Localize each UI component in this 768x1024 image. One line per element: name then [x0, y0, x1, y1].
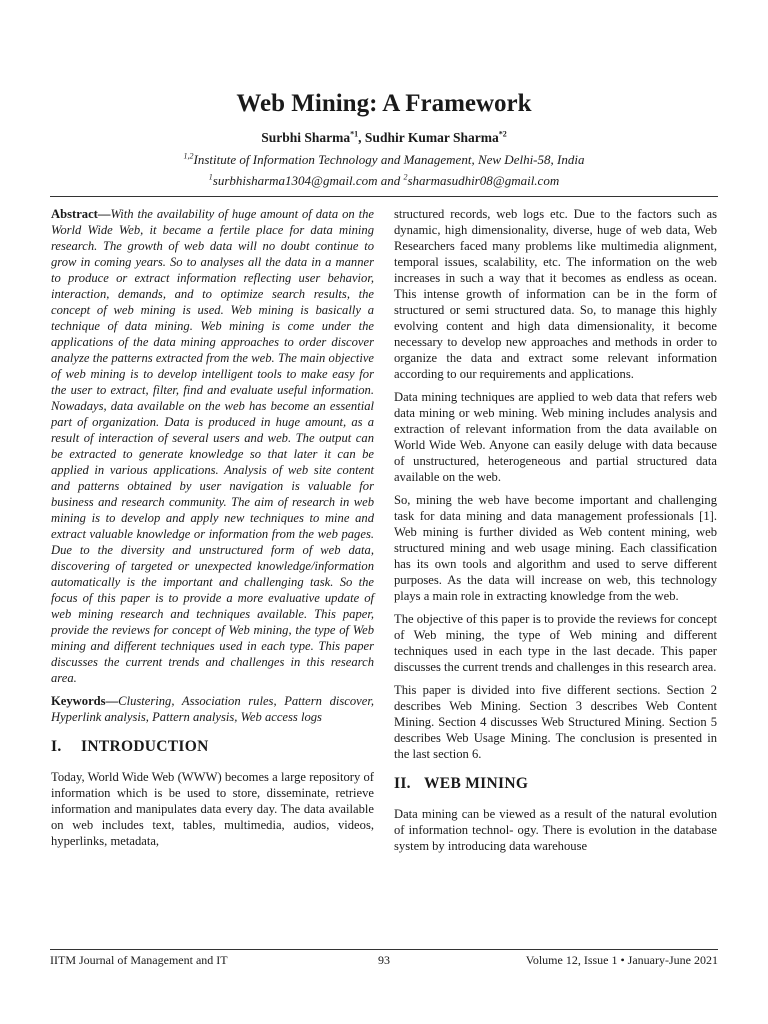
keywords-text: Clustering, Association rules, Pattern discover, Hyperlink analysis, Pattern analysis, Web access logs [51, 694, 374, 724]
section-number: I. [51, 738, 62, 755]
section-heading-introduction [51, 739, 374, 755]
paragraph: Data mining techniques are applied to web data that refers web data mining or web mining. Web mining includes analysis and extraction of relevant information from the data available on World Wide Web. Anyone can easily deluge with data because of unstructured, heterogeneous and partial structured data available on the web. [394, 390, 717, 484]
email-link[interactable]: sharmasudhir08@gmail.com [407, 173, 560, 188]
section-title: WEB MINING [424, 775, 529, 792]
page-footer [50, 953, 718, 969]
author-superscript: *2 [498, 129, 507, 139]
section-title: INTRODUCTION [81, 738, 209, 755]
paragraph: The objective of this paper is to provide the reviews for concept of Web mining, the type of Web mining and different techniques used in each type in the last decade. This paper discusses the current trends and challenges in this research area. [394, 612, 717, 674]
affiliation-text: Institute of Information Technology and Management, New Delhi-58, India [193, 152, 585, 167]
email-link[interactable]: surbhisharma1304@gmail.com [212, 173, 378, 188]
header-divider [50, 196, 718, 197]
paragraph: structured records, web logs etc. Due to the factors such as dynamic, high dimensionality, diverse, huge of web data, Web Researchers faced many problems like multimedia alignment, temporal issues, scalability, etc. The information on the web increases in such a way that it becomes as endless as ocean. This intense growth of information can be in the form of structured or semi structured data. So, to manage this highly evolving content and high data dimensionality, it become necessary to develop new approaches and methods in order to organize the data and extract some relevant information according to our requirements and applications. [394, 207, 717, 381]
email-superscript: 2 [403, 172, 408, 182]
section-heading-web-mining [394, 776, 717, 792]
paragraph: So, mining the web have become important and challenging task for data mining and data management professionals [1]. Web mining is further divided as Web content mining, web structured mining and web usage mining. Each classification has its own tools and algorithm and used to serve different purposes. As the data will increase on web, this technology plays a main role in extracting knowledge from the web. [394, 493, 717, 603]
author-line [0, 130, 768, 146]
abstract-label: Abstract— [51, 207, 111, 221]
email-line [0, 173, 768, 189]
footer-divider [50, 949, 718, 950]
footer-journal: IITM Journal of Management and IT [50, 953, 228, 967]
left-column [51, 206, 374, 856]
author-separator: , [358, 130, 365, 145]
right-column [394, 206, 717, 861]
footer-volume: Volume 12, Issue 1 • January-June 2021 [525, 953, 718, 967]
paragraph: Today, World Wide Web (WWW) becomes a large repository of information which is be used to store, disseminate, retrieve information and manipulates data every day. The data available on web includes text, tables, multimedia, audios, videos, hyperlinks, metadata, [51, 770, 374, 848]
affiliation [0, 152, 768, 168]
keywords-label: Keywords— [51, 694, 119, 708]
email-separator: and [377, 173, 404, 188]
section-number: II. [394, 775, 411, 792]
paper-title: Web Mining: A Framework [236, 90, 532, 117]
footer-page-number: 93 [378, 953, 390, 967]
email-superscript: 1 [208, 172, 213, 182]
author-name: Surbhi Sharma [261, 130, 351, 145]
paragraph: Data mining can be viewed as a result of the natural evolution of information technol- ogy. There is evolution in the database system by introducing data warehouse [394, 807, 717, 853]
abstract [51, 206, 374, 686]
author-superscript: *1 [350, 129, 359, 139]
author-name: Sudhir Kumar Sharma [364, 130, 499, 145]
abstract-text: With the availability of huge amount of data on the World Wide Web, it became a fertile place for data mining research. The growth of web data will no doubt continue to grow in coming years. So to analyses all the data in a manner to produce or extract information reflecting user behavior, interaction, demands, and to optimize search results, the concept of web mining is used. Web mining is basically a technique of data mining. Web mining is come under the applications of the data mining approaches to order discover analyze the patterns extracted from the web. The main objective of web mining is to develop intelligent tools to make easy for the user to extract, filter, find and evaluate useful information. Nowadays, data available on the web has become an essential part of organization. Data is produced in huge amount, as a result of interaction of several users and web. The output can be extracted to generate knowledge so that later it can be applied in various applications. Analysis of web site content and patterns obtained by user navigation is valuable for business and research community. The aim of research in web mining is to develop and apply new techniques to mine and extract valuable knowledge or information from the web pages. Due to the diversity and unstructured form of web data, discovering of targeted or unexpected knowledge/information automatically is the important and challenging task. So the focus of this paper is to provide a more evaluative update of web mining research and techniques available. This paper, provide the reviews for concept of Web mining, the type of Web mining and different techniques used in each type. This paper discusses the current trends and challenges in this research area. [51, 207, 374, 685]
keywords [51, 693, 374, 725]
affiliation-superscript: 1,2 [183, 151, 194, 161]
paragraph: This paper is divided into five different sections. Section 2 describes Web Mining. Section 3 describes Web Content Mining. Section 4 discusses Web Structured Mining. Section 5 describes Web Usage Mining. The conclusion is presented in the last section 6. [394, 683, 717, 761]
